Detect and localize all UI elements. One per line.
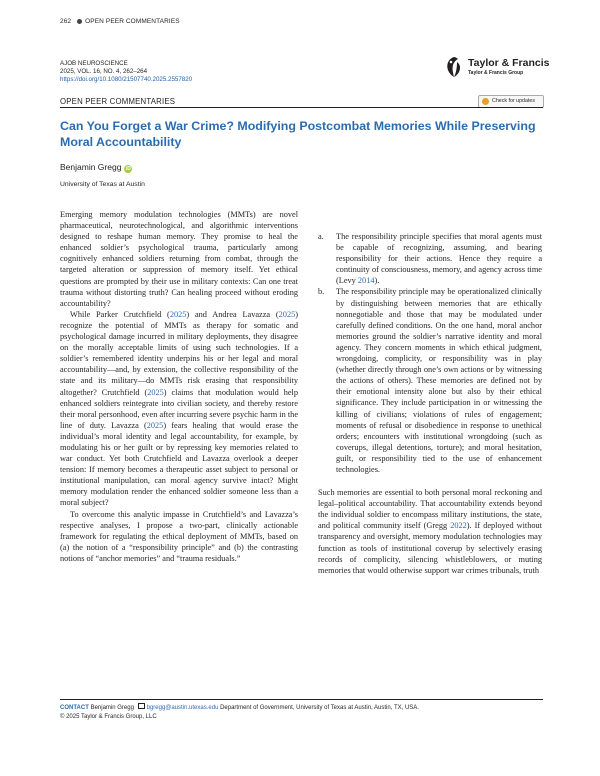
author-line <box>60 162 132 173</box>
publisher-logo <box>443 53 550 83</box>
check-updates-icon <box>482 98 489 105</box>
paragraph: While Parker Crutchfield (2025) and Andrea Lavazza (2025) recognize the potential of MMTs as therapy for somatic and psychological damage incurred in military deployments, they disagree on the morally acceptable limits of using such technologies. If a soldier’s remembered identity underpins his or her legal and moral accountability—and, by extension, the collective responsibility of the state and its military—do MMTs risk erasing that responsibility altogether? Crutchfield (2025) claims that modulation would help enhanced soldiers reintegrate into civilian society, and thereby restore their moral personhood, even after incurring severe psychic harm in the line of duty. Lavazza (2025) fears healing that would erase the individual’s moral identity and legal accountability, for example, by modulating his or her guilt or by repressing key memories related to war conduct. Yet both Crutchfield and Lavazza overlook a deeper tension: If memory becomes a therapeutic asset subject to personal or institutional manipulation, can moral agency survive intact? Might memory modulation render the enhanced soldier someone less than a moral subject? <box>60 309 299 508</box>
publisher-group: Taylor & Francis Group <box>468 70 524 76</box>
journal-citation: 2025, VOL. 16, NO. 4, 262–264 <box>60 68 148 76</box>
contact-name: Benjamin Gregg <box>90 705 134 711</box>
orcid-icon[interactable]: iD <box>125 166 131 172</box>
citation-link[interactable]: 2014 <box>357 276 375 286</box>
article-title: Can You Forget a War Crime? Modifying Postcombat Memories While Preserving Moral Accountability <box>60 119 536 149</box>
taylor-francis-logo-icon <box>443 56 465 78</box>
citation-link[interactable]: 2025 <box>278 309 296 319</box>
citation-link[interactable]: 2025 <box>146 420 164 430</box>
body-column-right <box>318 231 542 576</box>
copyright: © 2025 Taylor & Francis Group, LLC <box>60 714 157 720</box>
citation-link[interactable]: 2022 <box>450 521 467 531</box>
list-item-a: a. The responsibility principle specifies that moral agents must be capable of recognizing, assuming, and bearing responsibility for their actions. Hence they require a continuity of consciousness, memory, and agency across time (Levy 2014). <box>318 232 542 286</box>
bullet-icon <box>77 19 82 24</box>
page-number: 262 <box>60 18 72 25</box>
contact-email[interactable]: bgregg@austin.utexas.edu <box>146 705 219 711</box>
citation-link[interactable]: 2025 <box>169 309 187 319</box>
doi-link[interactable]: https://doi.org/10.1080/21507740.2025.2557820 <box>60 76 193 84</box>
citation-link[interactable]: 2025 <box>147 387 164 397</box>
body-column-left <box>60 209 298 564</box>
running-header-label: OPEN PEER COMMENTARIES <box>85 18 180 25</box>
list-marker: a. <box>318 232 324 241</box>
paragraph: Such memories are essential to both personal moral reckoning and legal–political accountability. That accountability extends beyond the individual soldier to encompass military institutions, the state, and political community itself (Gregg 2022). If deployed without transparency and oversight, memory modulation technologies may function as tools of institutional coverup by selectively erasing records of complicity, silencing whistleblowers, or muting memories that would otherwise support war crimes tribunals, truth <box>318 488 542 575</box>
contact-label: CONTACT <box>60 705 89 711</box>
header-divider <box>60 107 543 108</box>
list-marker: b. <box>318 287 325 297</box>
footer-divider <box>60 699 543 700</box>
section-label: OPEN PEER COMMENTARIES <box>60 97 176 106</box>
journal-info <box>60 60 192 85</box>
publisher-name: Taylor & Francis <box>468 57 550 69</box>
running-header <box>60 18 180 25</box>
mail-icon <box>138 703 145 709</box>
list-item-b: b. The responsibility principle may be operationalized clinically by distinguishing between memories that are ethically nonnegotiable and those that may be modulated under carefully defined conditions. On the one hand, moral anchor memories ground the soldier’s narrative identity and moral agency. They concern moments in which ethical judgment, wrongdoing, complicity, or responsibility was in play (whether directly through one’s own actions or by witnessing the actions of others). These memories are defined not by their emotional intensity alone but also by their ethical significance. They include participation in or witnessing the killing of civilians; violations of rules of engagement; moments of refusal or disobedience in response to unethical orders; encounters with institutional wrongdoing (such as coverups, illegal detentions, torture); and moral hesitation, guilt, or responsibility tied to the use of enhancement technologies. <box>318 287 542 474</box>
paragraph: Emerging memory modulation technologies (MMTs) are novel pharmaceutical, neurotechnological, and algorithmic interventions designed to reshape human memory. They promise to heal the enhanced soldier’s psychological trauma, particularly among cognitively enhanced soldiers returning from combat, through the targeted alteration or suppression of memory itself. Yet ethical questions are prompted by their use in military contexts: Can one treat trauma without distorting truth? Can healing proceed without eroding accountability? <box>60 210 298 308</box>
author-name: Benjamin Gregg <box>60 162 122 172</box>
contact-line <box>60 703 419 711</box>
journal-name: AJOB NEUROSCIENCE <box>60 60 128 67</box>
author-affiliation: University of Texas at Austin <box>60 181 145 188</box>
check-updates-label: Check for updates <box>492 98 535 104</box>
contact-department: Department of Government, University of Texas at Austin, Austin, TX, USA. <box>220 705 419 711</box>
paragraph: To overcome this analytic impasse in Crutchfield’s and Lavazza’s respective analyses, I propose a two-part, clinically actionable framework for regulating the ethical deployment of MMTs, based on (a) the notion of a “responsibility principle” and (b) the contrasting notions of “anchor memories” and “trauma residuals.” <box>60 509 298 563</box>
